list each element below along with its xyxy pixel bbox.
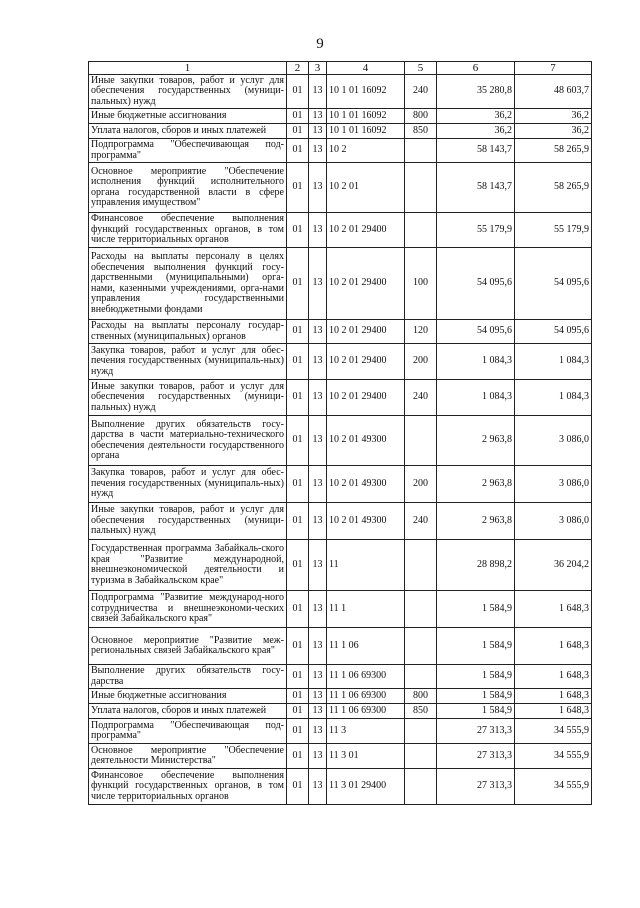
- cell-expense-type: [405, 213, 437, 248]
- cell-expense-type: [405, 416, 437, 466]
- cell-name: Основное мероприятие "Развитие меж-региональных связей Забайкальского края": [89, 628, 287, 665]
- cell-name: Иные закупки товаров, работ и услуг для обеспечения государственных (муници-пальных) нужд: [89, 75, 287, 109]
- table-body: [89, 75, 592, 805]
- cell-section: 01: [287, 380, 309, 416]
- cell-section: 01: [287, 124, 309, 139]
- cell-amount-year1: 2 963,8: [437, 416, 515, 466]
- table-row: [89, 591, 592, 628]
- cell-amount-year2: 58 265,9: [515, 139, 592, 163]
- cell-name: Государственная программа Забайкаль-ского края "Развитие международной, внешнеэкономической деятельности и туризма в Забайкальском крае": [89, 540, 287, 591]
- cell-expense-type: 240: [405, 380, 437, 416]
- cell-amount-year1: 58 143,7: [437, 139, 515, 163]
- table-row: [89, 466, 592, 503]
- column-header: 4: [327, 62, 405, 75]
- cell-amount-year1: 55 179,9: [437, 213, 515, 248]
- cell-expense-type: 850: [405, 124, 437, 139]
- cell-name: Уплата налогов, сборов и иных платежей: [89, 124, 287, 139]
- cell-name: Выполнение других обязательств госу-дарства в части материально-технического обеспечения деятельности государственного органа: [89, 416, 287, 466]
- cell-subsection: 13: [309, 124, 327, 139]
- cell-expense-type: 850: [405, 704, 437, 719]
- cell-section: 01: [287, 719, 309, 744]
- cell-name: Финансовое обеспечение выполнения функций государственных органов, в том числе территориальных органов: [89, 213, 287, 248]
- cell-section: 01: [287, 540, 309, 591]
- cell-section: 01: [287, 248, 309, 320]
- cell-expense-type: 240: [405, 75, 437, 109]
- cell-target-code: 11 1 06 69300: [327, 704, 405, 719]
- cell-target-code: 11 3 01: [327, 744, 405, 769]
- cell-section: 01: [287, 109, 309, 124]
- cell-amount-year1: 35 280,8: [437, 75, 515, 109]
- cell-section: 01: [287, 769, 309, 805]
- cell-amount-year2: 1 648,3: [515, 591, 592, 628]
- cell-section: 01: [287, 416, 309, 466]
- budget-table: [88, 61, 592, 805]
- cell-expense-type: [405, 628, 437, 665]
- cell-section: 01: [287, 466, 309, 503]
- table-row: [89, 380, 592, 416]
- cell-target-code: 10 2 01 29400: [327, 213, 405, 248]
- cell-target-code: 10 2 01 49300: [327, 503, 405, 540]
- cell-expense-type: 200: [405, 344, 437, 380]
- table-row: [89, 109, 592, 124]
- cell-subsection: 13: [309, 344, 327, 380]
- column-header: 5: [405, 62, 437, 75]
- table-row: [89, 503, 592, 540]
- cell-target-code: 11 3 01 29400: [327, 769, 405, 805]
- table-row: [89, 704, 592, 719]
- cell-section: 01: [287, 744, 309, 769]
- cell-amount-year1: 27 313,3: [437, 744, 515, 769]
- cell-amount-year2: 36,2: [515, 124, 592, 139]
- column-header: 3: [309, 62, 327, 75]
- cell-amount-year1: 1 584,9: [437, 628, 515, 665]
- cell-amount-year2: 34 555,9: [515, 769, 592, 805]
- table-row: [89, 689, 592, 704]
- cell-target-code: 11: [327, 540, 405, 591]
- cell-subsection: 13: [309, 744, 327, 769]
- cell-subsection: 13: [309, 75, 327, 109]
- cell-target-code: 10 2 01 29400: [327, 380, 405, 416]
- cell-subsection: 13: [309, 248, 327, 320]
- cell-expense-type: [405, 744, 437, 769]
- cell-subsection: 13: [309, 109, 327, 124]
- cell-target-code: 11 1 06 69300: [327, 665, 405, 689]
- cell-subsection: 13: [309, 540, 327, 591]
- cell-amount-year2: 3 086,0: [515, 416, 592, 466]
- cell-target-code: 10 2 01 29400: [327, 344, 405, 380]
- table-row: [89, 248, 592, 320]
- cell-amount-year1: 2 963,8: [437, 503, 515, 540]
- cell-subsection: 13: [309, 704, 327, 719]
- cell-subsection: 13: [309, 380, 327, 416]
- cell-target-code: 10 2 01 49300: [327, 416, 405, 466]
- cell-amount-year2: 1 084,3: [515, 380, 592, 416]
- cell-subsection: 13: [309, 139, 327, 163]
- cell-target-code: 10 2 01 49300: [327, 466, 405, 503]
- page-number: 9: [316, 36, 324, 52]
- cell-subsection: 13: [309, 769, 327, 805]
- cell-target-code: 11 1: [327, 591, 405, 628]
- cell-amount-year1: 1 584,9: [437, 665, 515, 689]
- cell-amount-year1: 36,2: [437, 124, 515, 139]
- cell-section: 01: [287, 139, 309, 163]
- cell-amount-year1: 54 095,6: [437, 320, 515, 344]
- table-row: [89, 744, 592, 769]
- table-row: [89, 416, 592, 466]
- cell-name: Иные бюджетные ассигнования: [89, 109, 287, 124]
- cell-section: 01: [287, 213, 309, 248]
- cell-expense-type: [405, 163, 437, 213]
- table-row: [89, 719, 592, 744]
- cell-expense-type: 120: [405, 320, 437, 344]
- cell-target-code: 10 2 01: [327, 163, 405, 213]
- cell-name: Подпрограмма "Обеспечивающая под-программа": [89, 139, 287, 163]
- cell-amount-year1: 27 313,3: [437, 769, 515, 805]
- cell-amount-year1: 1 584,9: [437, 591, 515, 628]
- cell-name: Выполнение других обязательств госу-дарства: [89, 665, 287, 689]
- cell-section: 01: [287, 163, 309, 213]
- cell-expense-type: 800: [405, 689, 437, 704]
- cell-section: 01: [287, 665, 309, 689]
- cell-amount-year1: 36,2: [437, 109, 515, 124]
- cell-amount-year2: 1 648,3: [515, 704, 592, 719]
- cell-name: Иные закупки товаров, работ и услуг для обеспечения государственных (муници-пальных) нужд: [89, 380, 287, 416]
- cell-name: Расходы на выплаты персоналу государ-ственных (муниципальных) органов: [89, 320, 287, 344]
- cell-amount-year2: 3 086,0: [515, 503, 592, 540]
- cell-amount-year2: 1 648,3: [515, 665, 592, 689]
- cell-amount-year1: 1 584,9: [437, 704, 515, 719]
- table-row: [89, 124, 592, 139]
- cell-expense-type: 800: [405, 109, 437, 124]
- cell-amount-year2: 1 648,3: [515, 689, 592, 704]
- table-row: [89, 163, 592, 213]
- cell-expense-type: [405, 540, 437, 591]
- cell-name: Подпрограмма "Обеспечивающая под-программа": [89, 719, 287, 744]
- cell-name: Закупка товаров, работ и услуг для обес-печения государственных (муниципаль-ных) нужд: [89, 344, 287, 380]
- cell-section: 01: [287, 704, 309, 719]
- table-row: [89, 75, 592, 109]
- cell-amount-year1: 58 143,7: [437, 163, 515, 213]
- table-row: [89, 769, 592, 805]
- cell-target-code: 10 2 01 29400: [327, 320, 405, 344]
- cell-target-code: 10 2 01 29400: [327, 248, 405, 320]
- cell-section: 01: [287, 75, 309, 109]
- cell-section: 01: [287, 591, 309, 628]
- cell-expense-type: [405, 769, 437, 805]
- cell-name: Иные закупки товаров, работ и услуг для обеспечения государственных (муници-пальных) нужд: [89, 503, 287, 540]
- table-row: [89, 213, 592, 248]
- cell-target-code: 10 1 01 16092: [327, 109, 405, 124]
- cell-target-code: 10 1 01 16092: [327, 75, 405, 109]
- table-row: [89, 665, 592, 689]
- cell-target-code: 11 1 06 69300: [327, 689, 405, 704]
- cell-target-code: 10 2: [327, 139, 405, 163]
- cell-name: Финансовое обеспечение выполнения функций государственных органов, в том числе территориальных органов: [89, 769, 287, 805]
- cell-subsection: 13: [309, 665, 327, 689]
- cell-amount-year1: 54 095,6: [437, 248, 515, 320]
- cell-target-code: 11 3: [327, 719, 405, 744]
- cell-expense-type: [405, 139, 437, 163]
- cell-amount-year2: 34 555,9: [515, 719, 592, 744]
- cell-subsection: 13: [309, 163, 327, 213]
- cell-name: Уплата налогов, сборов и иных платежей: [89, 704, 287, 719]
- cell-amount-year1: 28 898,2: [437, 540, 515, 591]
- cell-amount-year2: 34 555,9: [515, 744, 592, 769]
- cell-name: Подпрограмма "Развитие международ-ного сотрудничества и внешнеэкономи-ческих связей Забайкальского края": [89, 591, 287, 628]
- cell-section: 01: [287, 320, 309, 344]
- cell-expense-type: [405, 591, 437, 628]
- cell-target-code: 10 1 01 16092: [327, 124, 405, 139]
- cell-amount-year1: 1 584,9: [437, 689, 515, 704]
- cell-amount-year1: 1 084,3: [437, 380, 515, 416]
- table-row: [89, 320, 592, 344]
- cell-amount-year2: 58 265,9: [515, 163, 592, 213]
- cell-expense-type: 200: [405, 466, 437, 503]
- cell-expense-type: 240: [405, 503, 437, 540]
- table-row: [89, 344, 592, 380]
- table-row: [89, 139, 592, 163]
- cell-subsection: 13: [309, 628, 327, 665]
- cell-name: Расходы на выплаты персоналу в целях обеспечения выполнения функций госу-дарственными (муниципальными) орга-нами, казенными учреждениями, орга-нами управления государственными внебюджетными фондами: [89, 248, 287, 320]
- cell-subsection: 13: [309, 503, 327, 540]
- cell-name: Закупка товаров, работ и услуг для обес-печения государственных (муниципаль-ных) нужд: [89, 466, 287, 503]
- cell-subsection: 13: [309, 591, 327, 628]
- cell-expense-type: [405, 719, 437, 744]
- cell-amount-year2: 36 204,2: [515, 540, 592, 591]
- cell-amount-year2: 48 603,7: [515, 75, 592, 109]
- header-row: [89, 62, 592, 75]
- cell-expense-type: [405, 665, 437, 689]
- cell-amount-year1: 27 313,3: [437, 719, 515, 744]
- column-header: 7: [515, 62, 592, 75]
- cell-expense-type: 100: [405, 248, 437, 320]
- cell-amount-year2: 54 095,6: [515, 320, 592, 344]
- cell-amount-year2: 54 095,6: [515, 248, 592, 320]
- cell-section: 01: [287, 344, 309, 380]
- cell-target-code: 11 1 06: [327, 628, 405, 665]
- cell-amount-year2: 3 086,0: [515, 466, 592, 503]
- cell-name: Основное мероприятие "Обеспечение исполнения функций исполнительного органа государственной власти в сфере управления имуществом": [89, 163, 287, 213]
- table-row: [89, 628, 592, 665]
- table-row: [89, 540, 592, 591]
- cell-section: 01: [287, 503, 309, 540]
- cell-amount-year2: 1 084,3: [515, 344, 592, 380]
- cell-subsection: 13: [309, 213, 327, 248]
- cell-subsection: 13: [309, 416, 327, 466]
- cell-amount-year2: 55 179,9: [515, 213, 592, 248]
- column-header: 6: [437, 62, 515, 75]
- column-header: 2: [287, 62, 309, 75]
- cell-amount-year1: 1 084,3: [437, 344, 515, 380]
- cell-name: Иные бюджетные ассигнования: [89, 689, 287, 704]
- cell-subsection: 13: [309, 320, 327, 344]
- column-header: 1: [89, 62, 287, 75]
- cell-section: 01: [287, 628, 309, 665]
- cell-name: Основное мероприятие "Обеспечение деятельности Министерства": [89, 744, 287, 769]
- cell-subsection: 13: [309, 466, 327, 503]
- cell-subsection: 13: [309, 689, 327, 704]
- cell-amount-year2: 36,2: [515, 109, 592, 124]
- cell-section: 01: [287, 689, 309, 704]
- cell-amount-year2: 1 648,3: [515, 628, 592, 665]
- cell-amount-year1: 2 963,8: [437, 466, 515, 503]
- cell-subsection: 13: [309, 719, 327, 744]
